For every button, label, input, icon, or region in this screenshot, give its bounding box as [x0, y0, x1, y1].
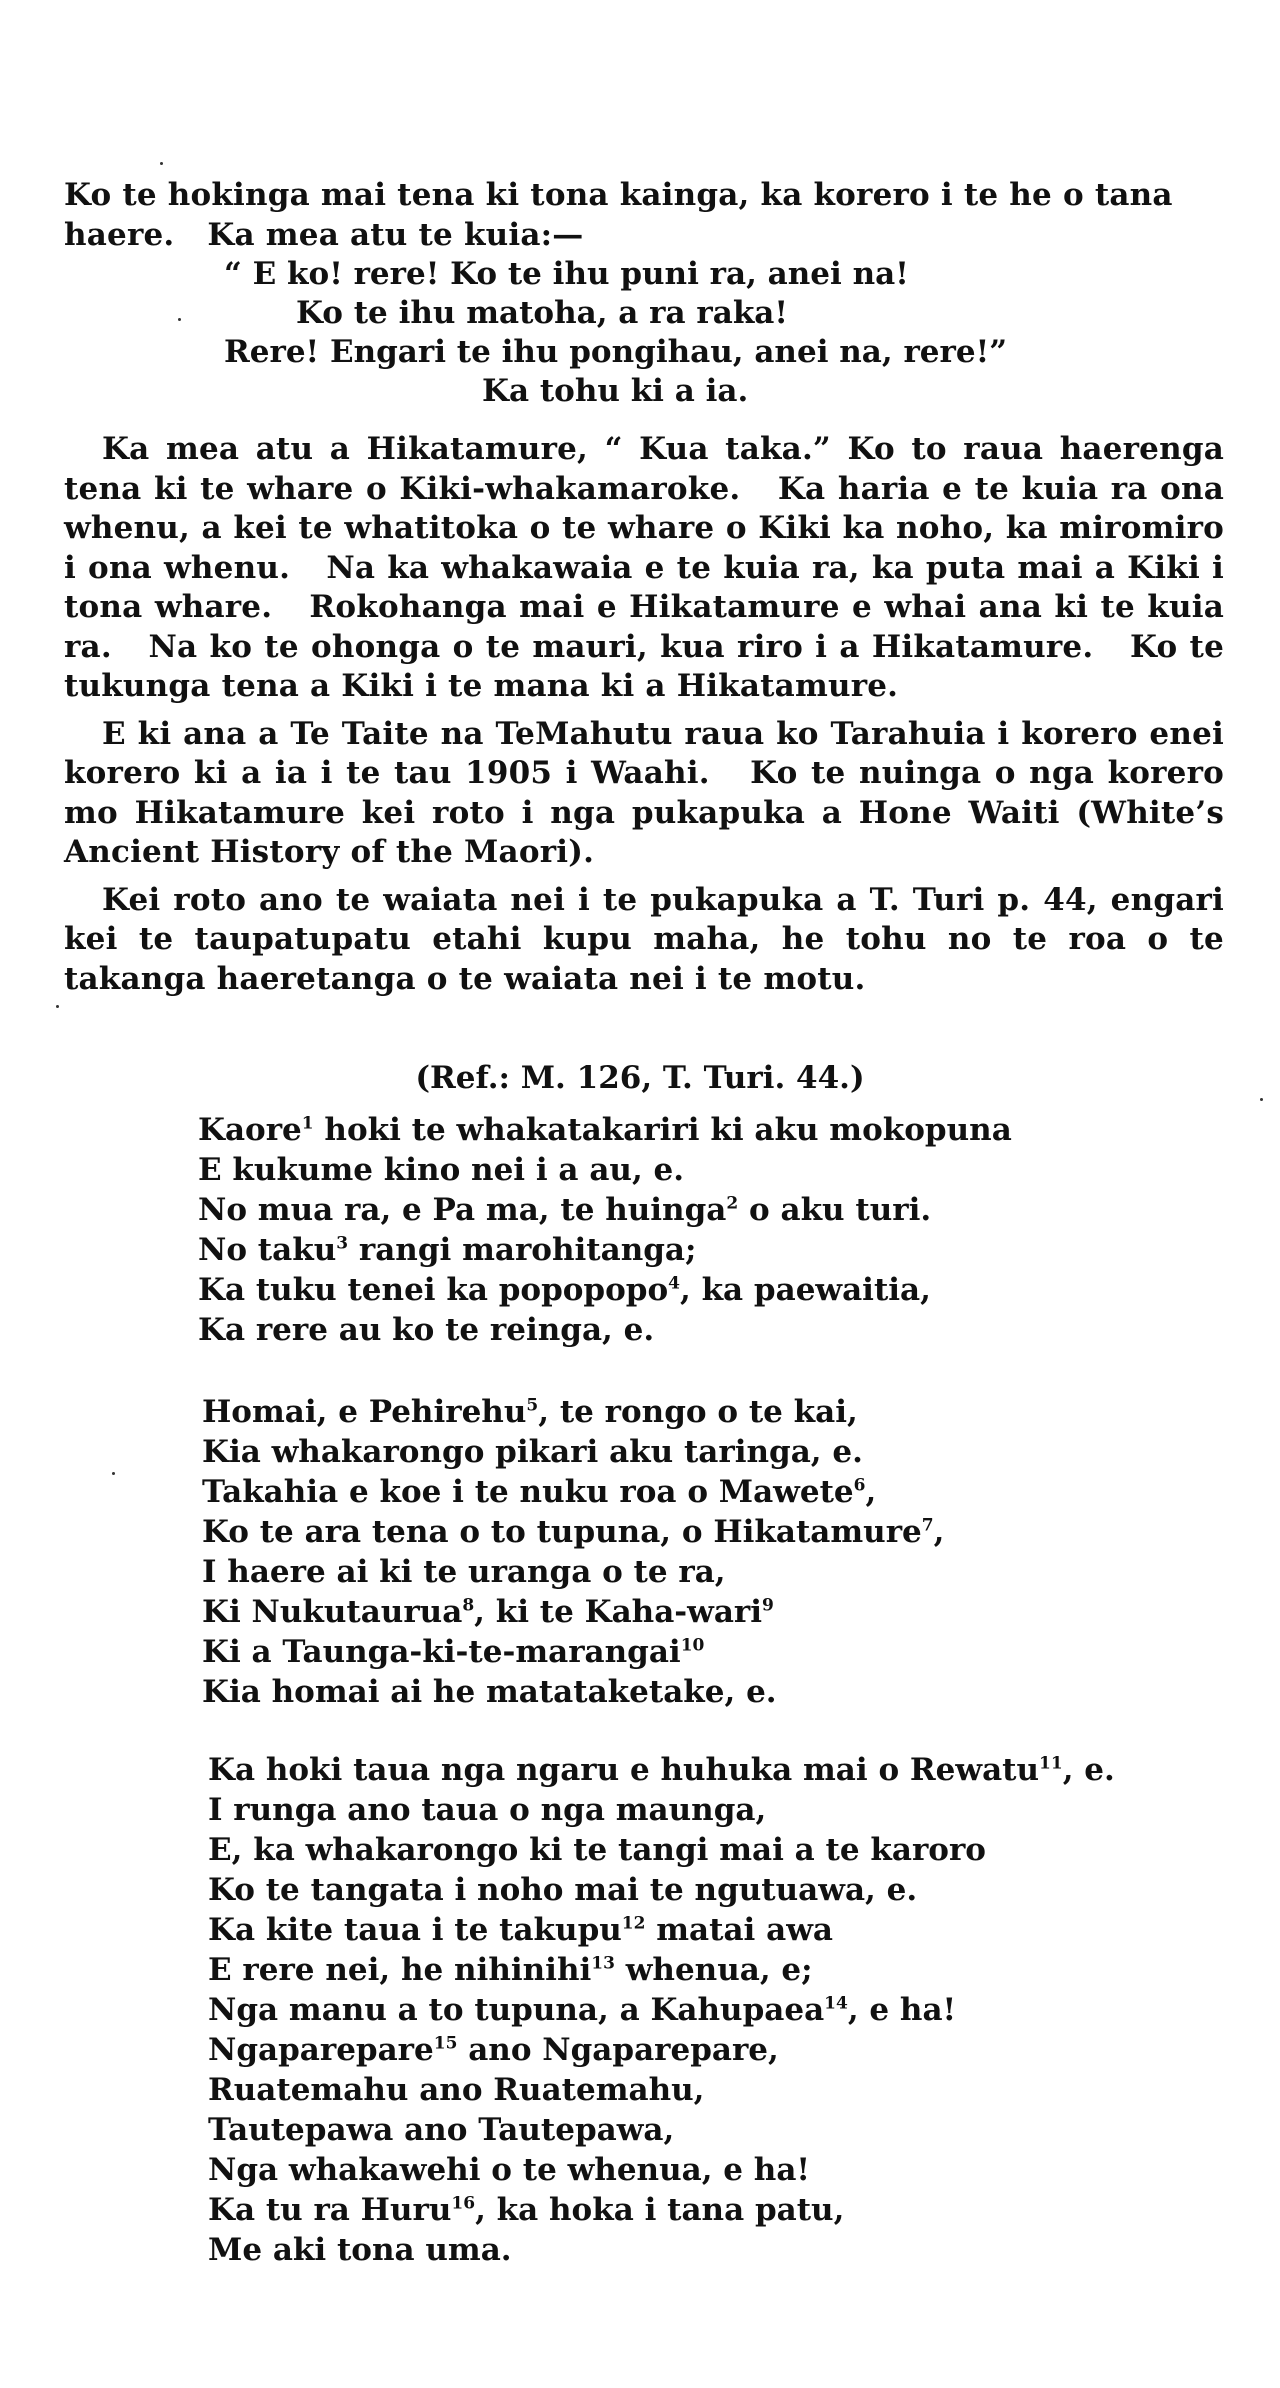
- stanza-line: Ka tu ra Huru$^{16}$, ka hoka i tana patu,: [208, 2192, 845, 2228]
- stanza-line: Ki Nukutaurua$^8$, ki te Kaha-wari$^9$: [202, 1594, 774, 1630]
- stanza-line: Ki a Taunga-ki-te-marangai$^{10}$: [202, 1634, 705, 1670]
- stanza-line: Ko te tangata i noho mai te ngutuawa, e.: [208, 1872, 918, 1908]
- reference-line: (Ref.: M. 126, T. Turi. 44.): [415, 1060, 865, 1096]
- stanza-line: Kaore$^1$ hoki te whakatakariri ki aku mokopuna: [198, 1112, 1012, 1148]
- stanza-line: Ka kite taua i te takupu$^{12}$ matai awa: [208, 1912, 833, 1948]
- ink-speck: [160, 162, 163, 165]
- stanza-line: Ka hoki taua nga ngaru e huhuka mai o Rewatu$^{11}$, e.: [208, 1752, 1115, 1788]
- stanza-line: Me aki tona uma.: [208, 2232, 512, 2268]
- stanza-line: Kia whakarongo pikari aku taringa, e.: [202, 1434, 863, 1470]
- stanza-line: Ka rere au ko te reinga, e.: [198, 1312, 655, 1348]
- ink-speck: [178, 318, 181, 321]
- stanza-line: No mua ra, e Pa ma, te huinga$^2$ o aku turi.: [198, 1192, 932, 1228]
- paragraph-turi: Kei roto ano te waiata nei i te pukapuka a T. Turi p. 44, engari kei te taupatupatu etahi kupu maha, he tohu no te roa o te takanga haeretanga o te waiata nei i te motu.: [64, 881, 1235, 997]
- ink-speck: [1260, 1098, 1263, 1101]
- stanza-line: Nga manu a to tupuna, a Kahupaea$^{14}$, e ha!: [208, 1992, 957, 2028]
- intro-line-2: haere. Ka mea atu te kuia:—: [64, 216, 584, 253]
- ink-speck: [112, 1472, 115, 1475]
- ink-speck: [56, 1005, 59, 1008]
- stanza-2: [202, 1392, 944, 1712]
- exclamation-line-1: “ E ko! rere! Ko te ihu puni ra, anei na!: [224, 256, 909, 292]
- body-paragraphs: [64, 430, 1235, 999]
- stanza-line: Kia homai ai he matataketake, e.: [202, 1674, 777, 1710]
- stanza-line: E, ka whakarongo ki te tangi mai a te karoro: [208, 1832, 986, 1868]
- stanza-line: Homai, e Pehirehu$^5$, te rongo o te kai,: [202, 1394, 858, 1430]
- exclamation-line-2: Ko te ihu matoha, a ra raka!: [296, 295, 788, 331]
- stanza-line: No taku$^3$ rangi marohitanga;: [198, 1232, 697, 1268]
- stanza-line: Ruatemahu ano Ruatemahu,: [208, 2072, 705, 2108]
- stanza-line: E rere nei, he nihinihi$^{13}$ whenua, e;: [208, 1952, 813, 1988]
- stanza-line: Ngaparepare$^{15}$ ano Ngaparepare,: [208, 2032, 779, 2068]
- stanza-line: Tautepawa ano Tautepawa,: [208, 2112, 675, 2148]
- stanza-line: I runga ano taua o nga maunga,: [208, 1792, 767, 1828]
- paragraph-hikatamure: Ka mea atu a Hikatamure, “ Kua taka.” Ko to raua haerenga tena ki te whare o Kiki-whakamaroke. Ka haria e te kuia ra ona whenu, a kei te whatitoka o te whare o Kiki ka noho, ka miromiro i ona whenu. Na ka whakawaia e te kuia ra, ka puta mai a Kiki i tona whare. Rokohanga mai e Hikatamure e whai ana ki te kuia ra. Na ko te ohonga o te mauri, kua riro i a Hikatamure. Ko te tukunga tena a Kiki i te mana ki a Hikatamure.: [64, 431, 1235, 704]
- stanza-line: I haere ai ki te uranga o te ra,: [202, 1554, 726, 1590]
- paragraph-sources: E ki ana a Te Taite na TeMahutu raua ko Tarahuia i korero enei korero ki a ia i te tau 1905 i Waahi. Ko te nuinga o nga korero mo Hikatamure kei roto i nga pukapuka a Hone Waiti (White’s Ancient History of the Maori).: [64, 715, 1235, 870]
- stanza-1: [198, 1110, 1012, 1350]
- stanza-line: Nga whakawehi o te whenua, e ha!: [208, 2152, 811, 2188]
- stanza-line: E kukume kino nei i a au, e.: [198, 1152, 685, 1188]
- stanza-line: Ko te ara tena o to tupuna, o Hikatamure$^7$,: [202, 1514, 945, 1550]
- intro-block: [64, 176, 1224, 255]
- stanza-line: Ka tuku tenei ka popopopo$^4$, ka paewaitia,: [198, 1272, 931, 1308]
- exclamation-line-3: Rere! Engari te ihu pongihau, anei na, rere!”: [224, 334, 1008, 370]
- exclamation-line-4: Ka tohu ki a ia.: [482, 373, 749, 409]
- stanza-3: [208, 1750, 1115, 2270]
- stanza-line: Takahia e koe i te nuku roa o Mawete$^6$,: [202, 1474, 877, 1510]
- intro-line-1: Ko te hokinga mai tena ki tona kainga, ka korero i te he o tana: [64, 177, 1173, 213]
